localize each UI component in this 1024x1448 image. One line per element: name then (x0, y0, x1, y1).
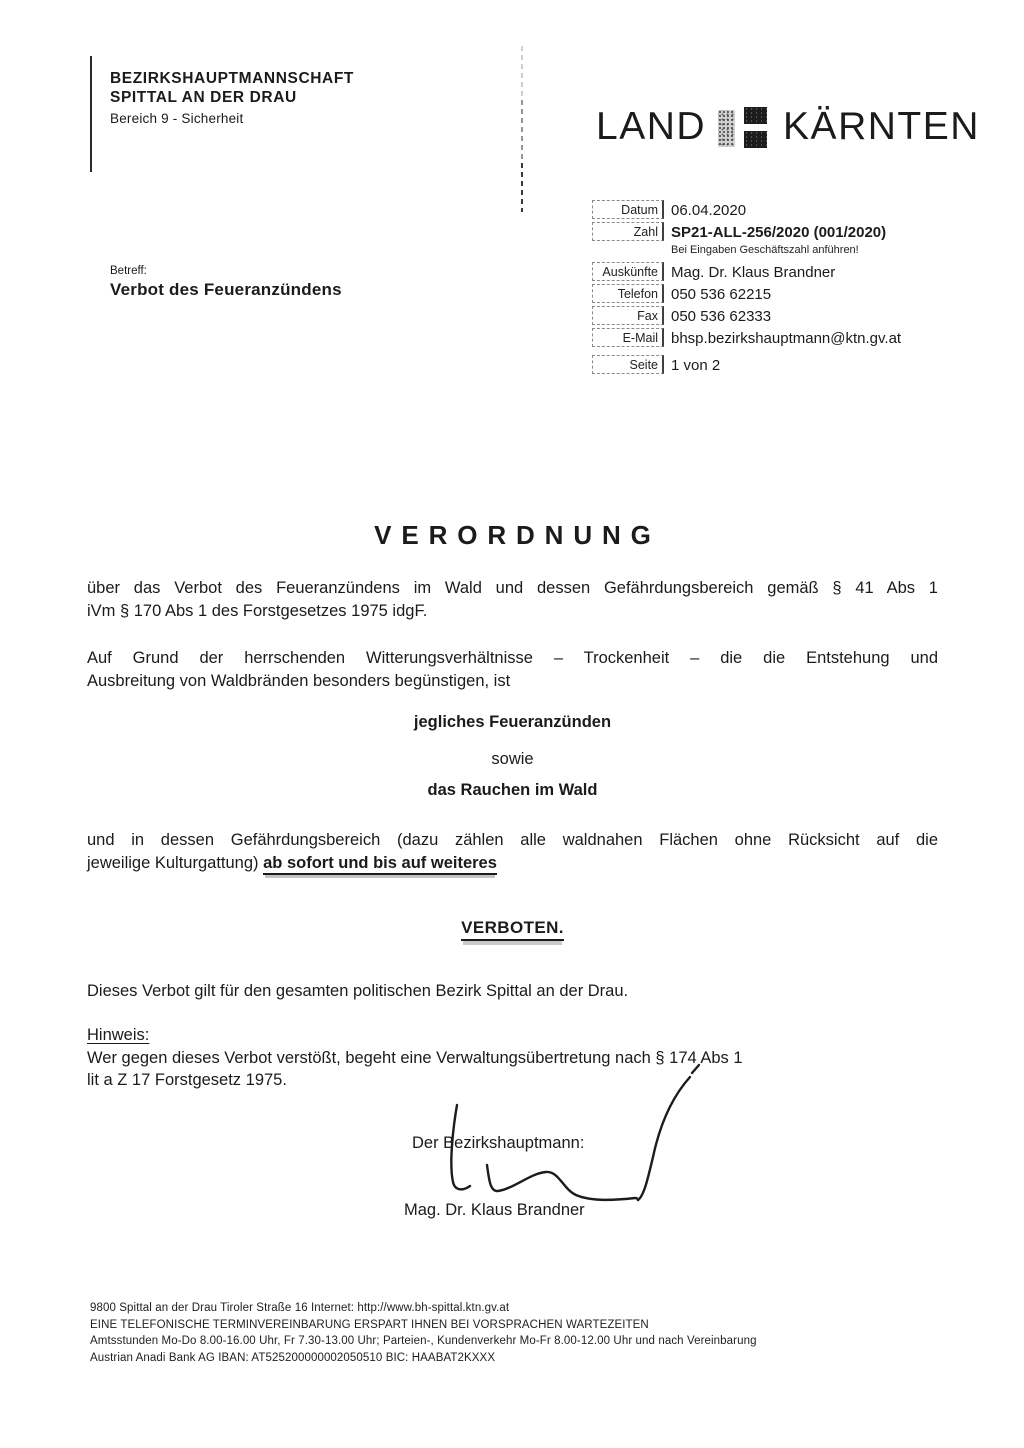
meta-zahl-note: Bei Eingaben Geschäftszahl anführen! (671, 244, 859, 256)
subject-block (110, 265, 342, 300)
meta-row-fax (592, 306, 962, 325)
hinweis-line1: Wer gegen dieses Verbot verstößt, begeht eine Verwaltungsübertretung nach § 174 Abs 1 (87, 1048, 743, 1067)
letterhead-authority (110, 69, 354, 128)
meta-value-datum: 06.04.2020 (671, 202, 747, 219)
paragraph-legal-basis-line2: iVm § 170 Abs 1 des Forstgesetzes 1975 idgF. (87, 601, 428, 620)
meta-label-email: E-Mail (592, 328, 664, 347)
paragraph-reason-line1: Auf Grund der herrschenden Witterungsverhältnisse – Trockenheit – die die Entstehung und (87, 649, 938, 667)
scan-artifact-line (90, 56, 92, 172)
paragraph-scope-area-line2-normal: jeweilige Kulturgattung) (87, 853, 264, 872)
meta-value-seite: 1 von 2 (671, 357, 721, 374)
meta-value-telefon: 050 536 62215 (671, 286, 772, 303)
meta-row-zahl (592, 222, 962, 241)
authority-name-line1: BEZIRKSHAUPTMANNSCHAFT (110, 70, 354, 87)
paragraph-scope-area-line2 (87, 852, 938, 875)
footer-appointment-line: EINE TELEFONISCHE TERMINVEREINBARUNG ERSPART IHNEN BEI VORSPRACHEN WARTEZEITEN (90, 1318, 649, 1331)
subject-value: Verbot des Feueranzündens (110, 280, 342, 299)
verdict-verboten: VERBOTEN. (87, 918, 938, 938)
emphasis-smoking-ban: das Rauchen im Wald (427, 781, 598, 799)
meta-value-fax: 050 536 62333 (671, 308, 772, 325)
meta-row-datum (592, 200, 962, 219)
document-meta-table (592, 200, 962, 377)
meta-value-zahl: SP21-ALL-256/2020 (001/2020) (671, 224, 887, 241)
meta-row-seite (592, 355, 962, 374)
footer-block (90, 1300, 757, 1366)
authority-department: Bereich 9 - Sicherheit (110, 111, 244, 126)
paragraph-legal-basis-line1: über das Verbot des Feueranzündens im Wald und dessen Gefährdungsbereich gemäß § 41 Abs 1 (87, 579, 938, 597)
meta-value-auskuenfte: Mag. Dr. Klaus Brandner (671, 264, 836, 281)
emblem-left-field (718, 110, 735, 147)
hinweis-block (87, 1024, 743, 1092)
subject-label: Betreff: (110, 265, 147, 277)
emblem-right-block-bottom (744, 131, 767, 148)
meta-row-auskuenfte (592, 262, 962, 281)
meta-label-auskuenfte: Auskünfte (592, 262, 664, 281)
meta-label-datum: Datum (592, 200, 664, 219)
signature-role-title: Der Bezirkshauptmann: (412, 1134, 585, 1152)
footer-office-hours-line: Amtsstunden Mo-Do 8.00-16.00 Uhr, Fr 7.30-13.00 Uhr; Parteien-, Kundenverkehr Mo-Fr 8.00-12.00 Uhr und nach Vereinbarung (90, 1335, 757, 1347)
logo-word-kaernten: KÄRNTEN (783, 105, 980, 148)
paragraph-scope-area-line1: und in dessen Gefährdungsbereich (dazu zählen alle waldnahen Flächen ohne Rücksicht auf die (87, 831, 938, 849)
logo-word-land: LAND (596, 105, 707, 148)
kaernten-coat-of-arms-icon (718, 103, 770, 151)
document-title: VERORDNUNG (374, 520, 661, 550)
signatory-name: Mag. Dr. Klaus Brandner (404, 1201, 585, 1219)
emphasis-fire-ban: jegliches Feueranzünden (413, 713, 612, 731)
meta-value-email: bhsp.bezirkshauptmann@ktn.gv.at (671, 330, 902, 347)
fold-mark-dashed-line (521, 46, 523, 212)
paragraph-legal-basis (87, 577, 938, 622)
footer-bank-line: Austrian Anadi Bank AG IBAN: AT525200000002050510 BIC: HAABAT2KXXX (90, 1351, 496, 1364)
meta-label-fax: Fax (592, 306, 664, 325)
hinweis-line2: lit a Z 17 Forstgesetz 1975. (87, 1071, 287, 1089)
paragraph-reason-line2: Ausbreitung von Waldbränden besonders begünstigen, ist (87, 671, 511, 690)
emblem-right-block-top (744, 107, 767, 124)
meta-label-seite: Seite (592, 355, 664, 374)
footer-address-line: 9800 Spittal an der Drau Tiroler Straße 16 Internet: http://www.bh-spittal.ktn.gv.at (90, 1302, 510, 1314)
meta-row-telefon (592, 284, 962, 303)
conjunction-sowie: sowie (491, 750, 534, 768)
paragraph-reason (87, 647, 938, 692)
paragraph-scope-area (87, 829, 938, 874)
meta-label-telefon: Telefon (592, 284, 664, 303)
meta-label-zahl: Zahl (592, 222, 664, 241)
hinweis-heading: Hinweis: (87, 1026, 150, 1044)
meta-row-email (592, 328, 962, 347)
district-scope-statement: Dieses Verbot gilt für den gesamten politischen Bezirk Spittal an der Drau. (87, 982, 629, 1000)
effective-immediately-phrase: ab sofort und bis auf weiteres (263, 854, 497, 875)
authority-name-line2: SPITTAL AN DER DRAU (110, 89, 297, 106)
land-kaernten-logo (596, 101, 980, 153)
